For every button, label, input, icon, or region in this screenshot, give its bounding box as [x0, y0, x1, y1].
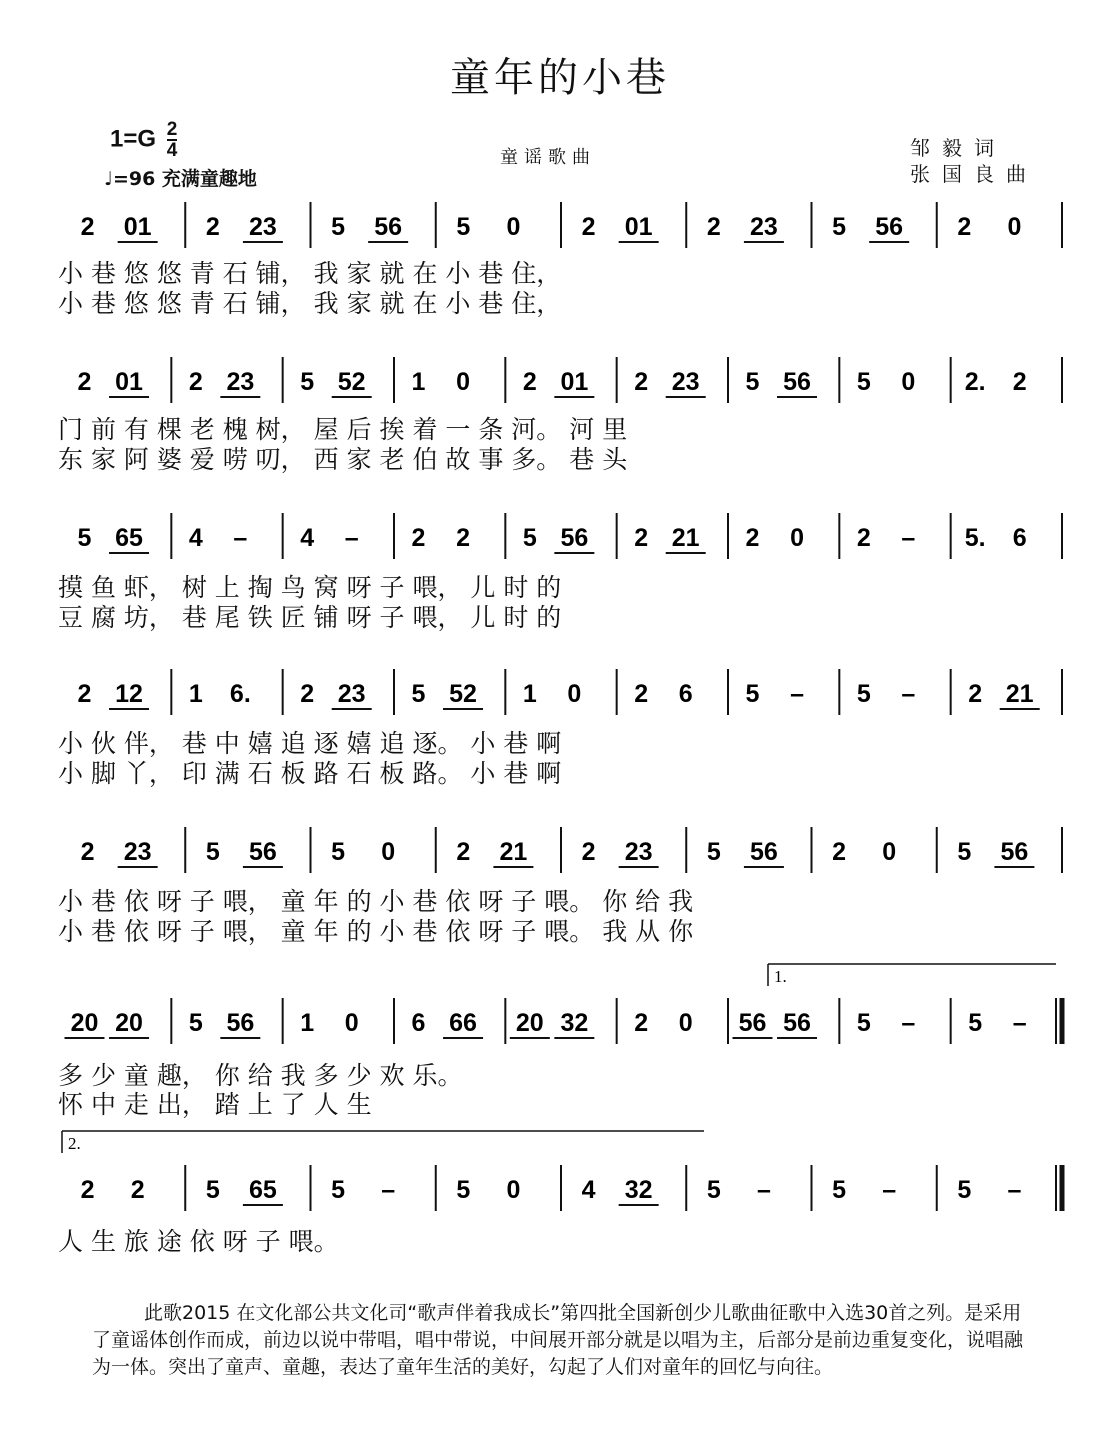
beat-note: 5: [205, 838, 220, 866]
beat-note: 0: [790, 524, 804, 552]
beat-note: 23: [248, 213, 277, 241]
beat-note: –: [901, 680, 916, 708]
beat-note: –: [1007, 1176, 1022, 1204]
beat-note: 23: [749, 213, 778, 241]
beat-note: 5: [856, 368, 871, 396]
genre-label: 童谣歌曲: [500, 147, 596, 168]
beat-note: 2: [581, 213, 596, 241]
beat-note: 2: [80, 838, 95, 866]
beat-note: 5: [968, 1009, 983, 1037]
beat-note: 4: [300, 524, 315, 552]
beat-note: 0: [901, 368, 916, 396]
beat-note: –: [882, 1176, 897, 1204]
beat-note: 5: [331, 838, 346, 866]
beat-note: 52: [449, 680, 477, 708]
beat-note: 5: [706, 838, 721, 866]
lyrics-line: 小 巷 悠 悠 青 石 铺， 我 家 就 在 小 巷 住，: [58, 259, 562, 288]
beat-note: 0: [506, 1176, 521, 1204]
beat-note: 6: [411, 1009, 426, 1037]
beat-note: 5: [205, 1176, 220, 1204]
beat-note: 20: [70, 1009, 99, 1037]
lyricist-credit: 邹毅词: [910, 136, 1006, 160]
volta-label: 2.: [68, 1134, 81, 1153]
beat-note: 56: [560, 524, 589, 552]
beat-note: 2: [205, 213, 220, 241]
beat-note: 56: [1000, 838, 1029, 866]
lyrics-line: 小 巷 悠 悠 青 石 铺， 我 家 就 在 小 巷 住，: [58, 289, 562, 318]
beat-note: 20: [515, 1009, 544, 1037]
lyrics-line: 豆 腐 坊， 巷 尾 铁 匠 铺 呀 子 喂， 儿 时 的: [58, 603, 562, 632]
lyrics-line: 多 少 童 趣， 你 给 我 多 少 欢 乐。: [58, 1061, 463, 1090]
beat-note: 2: [634, 368, 649, 396]
beat-note: 1: [522, 680, 537, 708]
beat-note: 0: [882, 838, 897, 866]
beat-note: 5: [706, 1176, 721, 1204]
beat-note: –: [344, 524, 359, 552]
beat-note: 2: [300, 680, 315, 708]
beat-note: 6: [678, 680, 693, 708]
beat-note: 1: [411, 368, 426, 396]
lyrics-line: 小 脚 丫， 印 满 石 板 路 石 板 路。 小 巷 啊: [58, 759, 562, 788]
beat-note: 4: [581, 1176, 596, 1204]
beat-note: 5: [856, 1009, 871, 1037]
beat-note: 65: [248, 1176, 277, 1204]
beat-note: 5: [745, 680, 760, 708]
beat-note: 5: [957, 1176, 972, 1204]
beat-note: 01: [560, 368, 589, 396]
beat-note: 5: [300, 368, 315, 396]
beat-note: 01: [123, 213, 152, 241]
beat-note: 01: [115, 368, 143, 396]
beat-note: –: [756, 1176, 771, 1204]
beat-note: 65: [115, 524, 143, 552]
beat-note: 5: [522, 524, 537, 552]
beat-note: 23: [624, 838, 653, 866]
beat-note: –: [233, 524, 248, 552]
beat-note: 0: [1007, 213, 1022, 241]
beat-note: 56: [875, 213, 904, 241]
beat-note: 66: [449, 1009, 477, 1037]
beat-note: 2: [957, 213, 972, 241]
lyrics-line: 人 生 旅 途 依 呀 子 喂。: [58, 1227, 339, 1256]
beat-note: 2: [522, 368, 537, 396]
beat-note: 5: [832, 213, 847, 241]
beat-note: 5: [411, 680, 426, 708]
beat-note: 21: [1005, 680, 1034, 708]
beat-note: 2: [77, 680, 92, 708]
beat-note: 21: [499, 838, 528, 866]
composer-credit: 张国良曲: [910, 162, 1038, 186]
beat-note: 20: [115, 1009, 143, 1037]
beat-note: 5: [856, 680, 871, 708]
beat-note: 56: [749, 838, 778, 866]
beat-note: 5: [456, 213, 471, 241]
lyrics-line: 东 家 阿 婆 爱 唠 叨， 西 家 老 伯 故 事 多。 巷 头: [58, 445, 628, 474]
beat-note: 01: [624, 213, 653, 241]
beat-note: 56: [226, 1009, 255, 1037]
beat-note: 5: [456, 1176, 471, 1204]
beat-note: 2: [634, 680, 649, 708]
beat-note: 6.: [229, 680, 251, 708]
beat-note: 2: [80, 1176, 95, 1204]
song-title: 童年的小巷: [450, 55, 670, 101]
beat-note: 56: [248, 838, 277, 866]
beat-note: 5.: [964, 524, 986, 552]
beat-note: 56: [738, 1009, 767, 1037]
song-note: 此歌2015 在文化部公共文化司“歌声伴着我成长”第四批全国新创少儿歌曲征歌中入选30首之列。是采用了童谣体创作而成，前边以说中带唱，唱中带说，中间展开部分就是以唱为主，后部分是前边重复变化，说唱融为一体。突出了童声、童趣，表达了童年生活的美好，勾起了人们对童年的回忆与向往。: [92, 1302, 1024, 1378]
beat-note: 2: [968, 680, 983, 708]
lyrics-line: 怀 中 走 出， 踏 上 了 人 生: [58, 1090, 372, 1119]
beat-note: 2: [634, 1009, 649, 1037]
beat-note: 1: [188, 680, 203, 708]
beat-note: 6: [1012, 524, 1027, 552]
beat-note: 0: [678, 1009, 693, 1037]
beat-note: 2: [1012, 368, 1027, 396]
beat-note: 2: [80, 213, 95, 241]
beat-note: 2: [706, 213, 721, 241]
volta-label: 1.: [774, 967, 787, 986]
beat-note: 2: [581, 838, 596, 866]
beat-note: 5: [188, 1009, 203, 1037]
beat-note: 1: [300, 1009, 315, 1037]
beat-note: 5: [745, 368, 760, 396]
beat-note: 5: [331, 1176, 346, 1204]
beat-note: 2: [745, 524, 760, 552]
lyrics-line: 摸 鱼 虾， 树 上 掏 鸟 窝 呀 子 喂， 儿 时 的: [58, 573, 562, 602]
tempo-marking: ♩=96 充满童趣地: [104, 168, 257, 190]
beat-note: 4: [188, 524, 203, 552]
beat-note: 5: [957, 838, 972, 866]
beat-note: 5: [832, 1176, 847, 1204]
time-top: 2: [166, 119, 178, 140]
lyrics-line: 门 前 有 棵 老 槐 树， 屋 后 挨 着 一 条 河。 河 里: [58, 415, 628, 444]
beat-note: –: [901, 1009, 916, 1037]
beat-note: 2: [456, 524, 470, 552]
beat-note: 2: [130, 1176, 145, 1204]
beat-note: 56: [783, 368, 811, 396]
key-label: 1=G: [110, 125, 157, 153]
beat-note: 0: [344, 1009, 359, 1037]
beat-note: 2: [634, 524, 649, 552]
beat-note: 23: [123, 838, 152, 866]
beat-note: 0: [567, 680, 582, 708]
beat-note: 2: [77, 368, 92, 396]
beat-note: 5: [331, 213, 346, 241]
beat-note: 0: [506, 213, 521, 241]
beat-note: 12: [115, 680, 143, 708]
time-bottom: 4: [166, 140, 178, 161]
beat-note: –: [381, 1176, 396, 1204]
beat-note: 23: [226, 368, 255, 396]
beat-note: 23: [671, 368, 700, 396]
beat-note: 52: [337, 368, 366, 396]
lyrics-line: 小 伙 伴， 巷 中 嬉 追 逐 嬉 追 逐。 小 巷 啊: [58, 729, 562, 758]
beat-note: 0: [381, 838, 396, 866]
beat-note: 2: [411, 524, 426, 552]
lyrics-line: 小 巷 依 呀 子 喂， 童 年 的 小 巷 依 呀 子 喂。 我 从 你: [58, 917, 694, 946]
beat-note: 56: [374, 213, 403, 241]
beat-note: 2: [856, 524, 871, 552]
beat-note: –: [901, 524, 916, 552]
beat-note: 2: [188, 368, 203, 396]
beat-note: 23: [337, 680, 366, 708]
beat-note: –: [1012, 1009, 1027, 1037]
beat-note: 21: [671, 524, 700, 552]
beat-note: 5: [77, 524, 92, 552]
beat-note: 56: [783, 1009, 811, 1037]
lyrics-line: 小 巷 依 呀 子 喂， 童 年 的 小 巷 依 呀 子 喂。 你 给 我: [58, 887, 694, 916]
beat-note: 2: [456, 838, 471, 866]
beat-note: 32: [624, 1176, 653, 1204]
beat-note: 0: [456, 368, 470, 396]
beat-note: 2: [832, 838, 847, 866]
beat-note: 2.: [964, 368, 986, 396]
beat-note: –: [790, 680, 804, 708]
beat-note: 32: [560, 1009, 589, 1037]
